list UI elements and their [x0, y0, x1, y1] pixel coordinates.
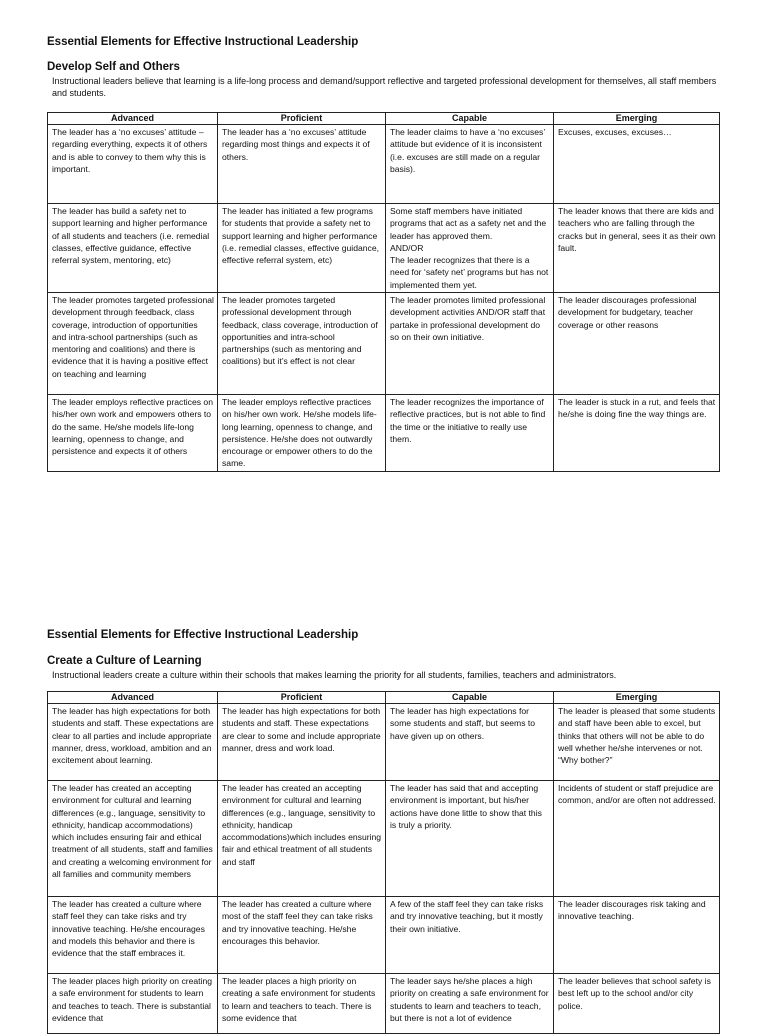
column-header-capable: Capable — [386, 113, 554, 125]
table-cell: The leader promotes targeted professional development through feedback, class coverage, introduction of opportunities and intra-school partnerships (such as mentoring and coalitions) but it’s effect is not clear — [218, 293, 386, 395]
column-header-proficient: Proficient — [218, 113, 386, 125]
table-cell: The leader places a high priority on creating a safe environment for students to learn and teachers to teach. There is some evidence that — [218, 974, 386, 1034]
table-cell: The leader believes that school safety is best left up to the school and/or city police. — [554, 974, 720, 1034]
table-cell: The leader promotes limited professional development activities AND/OR staff that partake in professional development do so on their own initiative. — [386, 293, 554, 395]
table-row — [48, 395, 720, 472]
section-intro: Instructional leaders believe that learning is a life-long process and demand/support reflective and targeted professional development for themselves, all staff members and students. — [52, 76, 717, 98]
section-intro: Instructional leaders create a culture within their schools that makes learning the priority for all students, families, teachers and administrators. — [52, 670, 617, 680]
table-cell: The leader claims to have a ‘no excuses’ attitude but evidence of it is inconsistent (i.e. excuses are still made on a regular basis). — [386, 125, 554, 204]
table-cell: The leader knows that there are kids and teachers who are falling through the cracks but in general, sees it as their own fault. — [554, 204, 720, 293]
table-row — [48, 897, 720, 974]
table-cell: The leader places high priority on creating a safe environment for students to learn and teaches to teach. There is substantial evidence that — [48, 974, 218, 1034]
table-cell: A few of the staff feel they can take risks and try innovative teaching, but it mostly their own initiative. — [386, 897, 554, 974]
table-row — [48, 974, 720, 1034]
table-cell: The leader has initiated a few programs for students that provide a safety net to support learning and higher performance (i.e. remedial classes, effective guidance, effective referral system, etc) — [218, 204, 386, 293]
column-header-emerging: Emerging — [554, 113, 720, 125]
table-cell: The leader is pleased that some students and staff have been able to excel, but thinks that others will not be able to do well whether he/she intervenes or not. “Why bother?” — [554, 704, 720, 781]
document-title: Essential Elements for Effective Instructional Leadership — [47, 36, 359, 48]
table-cell: The leader has said that and accepting environment is important, but his/her actions have done little to show that this is truly a priority. — [386, 781, 554, 897]
column-header-advanced: Advanced — [48, 113, 218, 125]
table-cell: The leader has created a culture where staff feel they can take risks and try innovative teaching. He/she encourages and models this behavior and there is evidence that the staff embraces it. — [48, 897, 218, 974]
section-title: Develop Self and Others — [47, 61, 180, 73]
table-cell: The leader has created an accepting environment for cultural and learning differences (e.g., language, sensitivity to ethnicity, handicap accommodations)which includes ensuring fair and ethical treatment of all students and staff — [218, 781, 386, 897]
column-header-emerging: Emerging — [554, 692, 720, 704]
section-develop-self — [47, 35, 719, 472]
table-cell: The leader discourages professional development for budgetary, teacher coverage or other reasons — [554, 293, 720, 395]
table-cell: The leader has created a culture where most of the staff feel they can take risks and try innovative teaching. He/she encourages this behavior. — [218, 897, 386, 974]
table-cell: The leader employs reflective practices on his/her own work. He/she models life-long learning, openness to change, and persistence. He/she does not outwardly encourage or empower others to do the same. — [218, 395, 386, 472]
table-row — [48, 125, 720, 204]
table-cell: The leader has high expectations for both students and staff. These expectations are clear to some and include appropriate manner, dress and work load. — [218, 704, 386, 781]
table-cell: The leader discourages risk taking and innovative teaching. — [554, 897, 720, 974]
table-cell: Some staff members have initiated programs that act as a safety net and the leader has approved them. AND/OR The leader recognizes that there is a need for ‘safety net’ programs but has not implemented them yet. — [386, 204, 554, 293]
table-cell: The leader has build a safety net to support learning and higher performance of all students and teachers (i.e. remedial classes, effective guidance, effective referral system, mentoring, etc) — [48, 204, 218, 293]
table-cell: The leader has a ‘no excuses’ attitude – regarding everything, expects it of others and is able to convey to them why this is important. — [48, 125, 218, 204]
table-row — [48, 293, 720, 395]
table-cell: The leader says he/she places a high priority on creating a safe environment for students to learn and teachers to teach, but there is not a lot of evidence — [386, 974, 554, 1034]
table-cell: The leader employs reflective practices on his/her own work and empowers others to do the same. He/she models life-long learning, openness to change, and persistence and expects it of others — [48, 395, 218, 472]
table-cell: The leader has created an accepting environment for cultural and learning differences (e.g., language, sensitivity to ethnicity, handicap accommodations) which includes ensuring fair and ethical treatment of all students, staff and families and creating a welcoming environment for all families and community members — [48, 781, 218, 897]
section-culture-of-learning — [47, 628, 719, 1034]
table-cell: Excuses, excuses, excuses… — [554, 125, 720, 204]
table-row — [48, 204, 720, 293]
column-header-proficient: Proficient — [218, 692, 386, 704]
document-title: Essential Elements for Effective Instructional Leadership — [47, 629, 359, 641]
rubric-table — [47, 112, 720, 472]
header-row — [48, 113, 720, 125]
table-cell: The leader recognizes the importance of reflective practices, but is not able to find the time or the initiative to really use them. — [386, 395, 554, 472]
table-row — [48, 781, 720, 897]
rubric-table — [47, 691, 720, 1034]
table-cell: The leader has a ‘no excuses’ attitude regarding most things and expects it of others. — [218, 125, 386, 204]
table-cell: Incidents of student or staff prejudice are common, and/or are often not addressed. — [554, 781, 720, 897]
column-header-advanced: Advanced — [48, 692, 218, 704]
table-row — [48, 704, 720, 781]
section-title: Create a Culture of Learning — [47, 655, 202, 667]
header-row — [48, 692, 720, 704]
table-cell: The leader is stuck in a rut, and feels that he/she is doing fine the way things are. — [554, 395, 720, 472]
table-cell: The leader promotes targeted professional development through feedback, class coverage, introduction of opportunities and intra-school partnerships (such as mentoring and coalitions) and there is evidence that it is having a positive effect on teaching and learning — [48, 293, 218, 395]
table-cell: The leader has high expectations for both students and staff. These expectations are clear to all parties and include appropriate manner, dress, workload, ambition and an excitement about learning. — [48, 704, 218, 781]
column-header-capable: Capable — [386, 692, 554, 704]
table-cell: The leader has high expectations for some students and staff, but seems to have given up on others. — [386, 704, 554, 781]
